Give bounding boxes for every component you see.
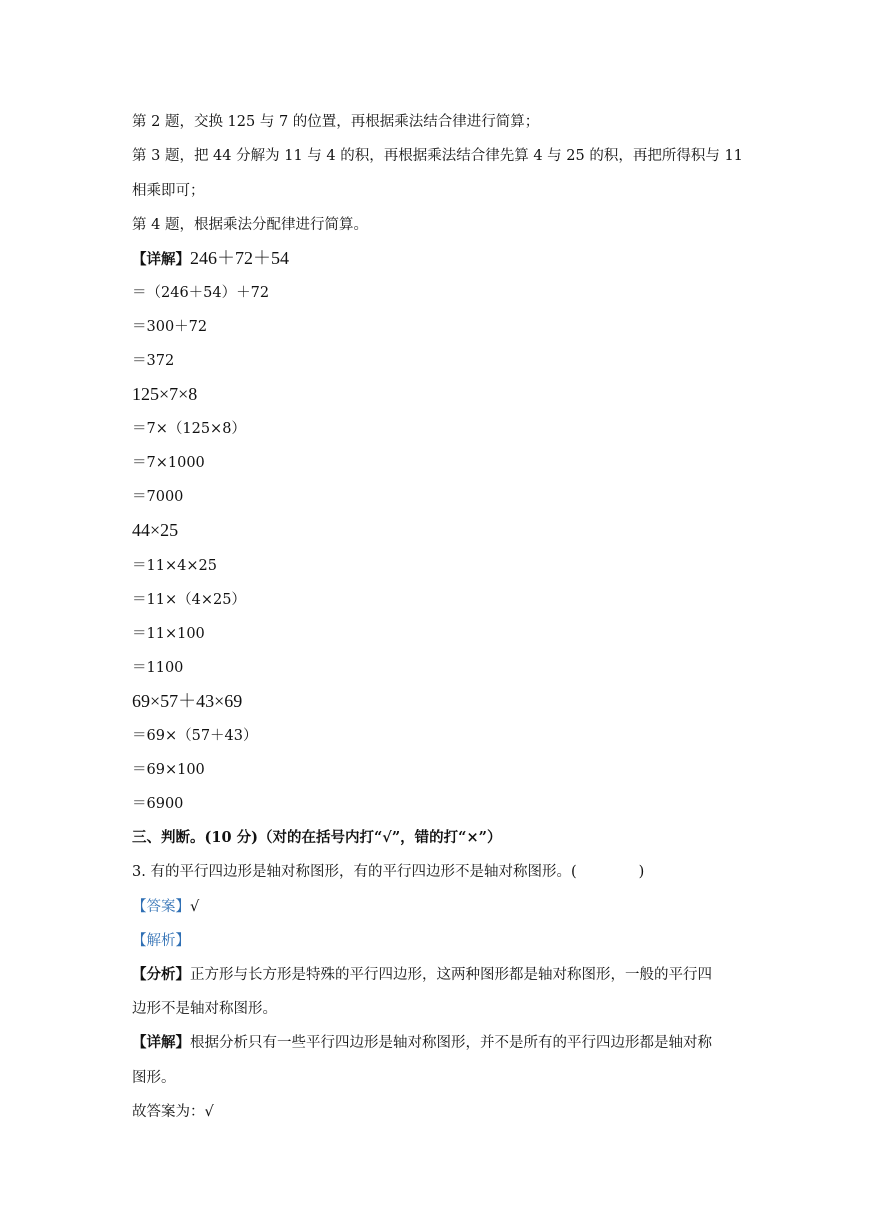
expression-3: 44×25 — [132, 520, 179, 540]
answer-value: √ — [190, 899, 200, 915]
hint-q3-line2: 相乘即可； — [132, 183, 205, 199]
section-heading: 三、判断。(10 分)（对的在括号内打“√”，错的打“×”） — [132, 829, 502, 846]
conclusion: 故答案为：√ — [132, 1104, 214, 1120]
detail-line — [132, 248, 289, 270]
judgement-question — [132, 862, 644, 882]
step-line: ＝7×（125×8） — [132, 421, 246, 437]
step-line: ＝（246＋54）＋72 — [132, 285, 270, 301]
detail-explanation-line2: 图形。 — [132, 1070, 176, 1086]
step-line: ＝7000 — [132, 489, 184, 505]
fenxi-label: 【分析】 — [132, 966, 190, 983]
question-close-paren: ) — [638, 864, 645, 880]
expression-4: 69×57＋43×69 — [132, 691, 243, 711]
step-line: ＝7×1000 — [132, 455, 205, 471]
analysis-line2: 边形不是轴对称图形。 — [132, 1001, 277, 1017]
answer-label: 【答案】 — [132, 899, 190, 915]
step-line: ＝69×100 — [132, 762, 205, 778]
question-text: 3. 有的平行四边形是轴对称图形，有的平行四边形不是轴对称图形。( — [132, 864, 577, 880]
step-line: ＝6900 — [132, 796, 184, 812]
detail-explanation-line1 — [132, 1033, 712, 1053]
hint-q2: 第 2 题，交换 125 与 7 的位置，再根据乘法结合律进行简算； — [132, 114, 540, 130]
xiangjie-label: 【详解】 — [132, 1034, 190, 1051]
fenxi-text: 正方形与长方形是特殊的平行四边形，这两种图形都是轴对称图形，一般的平行四 — [190, 967, 712, 983]
analysis-line1 — [132, 965, 712, 985]
step-line: ＝11×（4×25） — [132, 592, 246, 608]
step-line: ＝1100 — [132, 660, 184, 676]
detail-label: 【详解】 — [132, 251, 190, 268]
step-line: ＝69×（57＋43） — [132, 728, 258, 744]
step-line: ＝300＋72 — [132, 319, 208, 335]
answer-line — [132, 897, 199, 917]
hint-q4: 第 4 题，根据乘法分配律进行简算。 — [132, 217, 368, 233]
step-line: ＝11×4×25 — [132, 558, 217, 574]
expression-2: 125×7×8 — [132, 384, 198, 404]
hint-q3-line1: 第 3 题，把 44 分解为 11 与 4 的积，再根据乘法结合律先算 4 与 25 的积，再把所得积与 11 — [132, 148, 743, 164]
step-line: ＝372 — [132, 353, 175, 369]
xiangjie-text: 根据分析只有一些平行四边形是轴对称图形，并不是所有的平行四边形都是轴对称 — [190, 1035, 712, 1051]
expression-1: 246＋72＋54 — [190, 248, 289, 268]
step-line: ＝11×100 — [132, 626, 205, 642]
analysis-label: 【解析】 — [132, 933, 190, 949]
